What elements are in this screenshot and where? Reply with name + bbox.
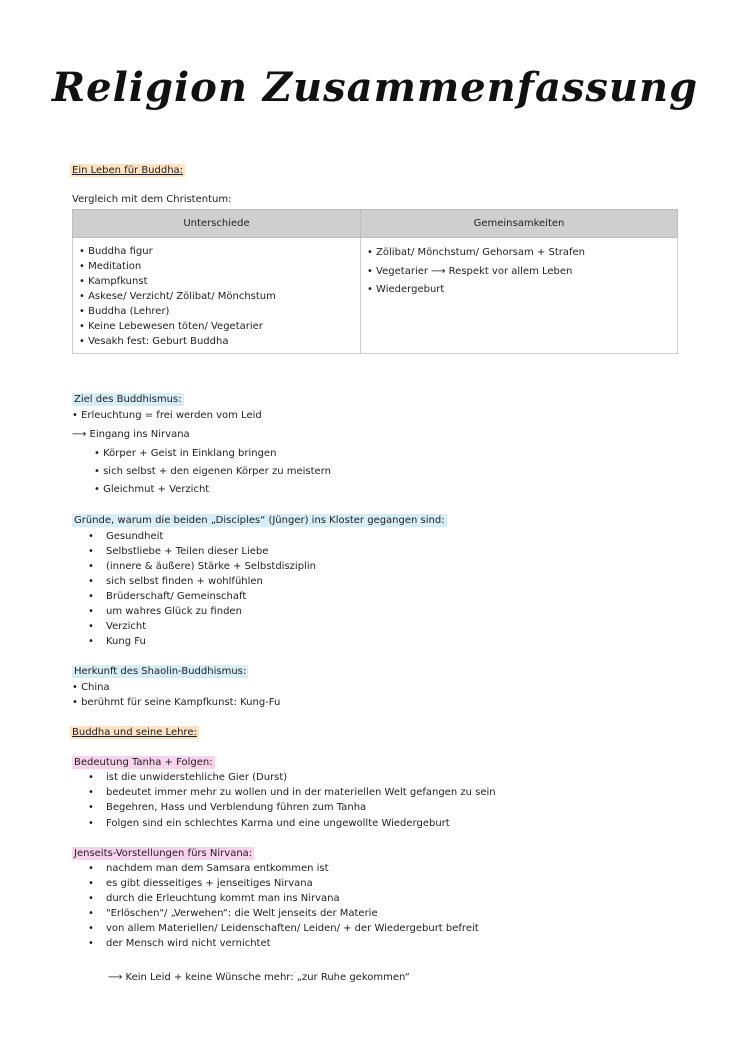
jenseits-item: nachdem man dem Samsara entkommen ist (106, 863, 329, 874)
section-heading-leben (70, 164, 185, 177)
tanha-item: ist die unwiderstehliche Gier (Durst) (106, 772, 288, 783)
tanha-heading (72, 756, 215, 769)
jenseits-conclusion: ⟶ Kein Leid + keine Wünsche mehr: „zur Ruhe gekommen“ (108, 972, 410, 983)
comparison-table (72, 209, 678, 354)
herkunft-item: • China (72, 682, 110, 693)
comparison-col2-cell (360, 238, 677, 354)
difference-item: • Keine Lebewesen töten/ Vegetarier (79, 321, 263, 332)
gruende-item: Gesundheit (106, 531, 164, 542)
tanha-heading-text: Bedeutung Tanha + Folgen: (74, 757, 213, 768)
bullet-dot: • (88, 818, 94, 829)
bullet-dot: • (88, 561, 94, 572)
ziel-sub-item: • Gleichmut + Verzicht (94, 484, 210, 495)
page-title: Religion Zusammenfassung (51, 64, 699, 111)
bullet-dot: • (88, 606, 94, 617)
ziel-sub-item: • sich selbst + den eigenen Körper zu meistern (94, 466, 331, 477)
gruende-item: sich selbst finden + wohlfühlen (106, 576, 263, 587)
ziel-sub-item: • Körper + Geist in Einklang bringen (94, 448, 277, 459)
bullet-dot: • (88, 621, 94, 632)
difference-item: • Meditation (79, 261, 142, 272)
gruende-item: (innere & äußere) Stärke + Selbstdisziplin (106, 561, 316, 572)
jenseits-heading-text: Jenseits-Vorstellungen fürs Nirvana: (74, 848, 253, 859)
tanha-item: Folgen sind ein schlechtes Karma und eine ungewollte Wiedergeburt (106, 818, 450, 829)
ziel-heading (72, 393, 184, 406)
comparison-heading: Vergleich mit dem Christentum: (72, 194, 232, 205)
comparison-col1-cell (73, 238, 361, 354)
gruende-item: um wahres Glück zu finden (106, 606, 242, 617)
difference-item: • Kampfkunst (79, 276, 148, 287)
difference-item: • Buddha (Lehrer) (79, 306, 170, 317)
bullet-dot: • (88, 923, 94, 934)
bullet-dot: • (88, 802, 94, 813)
gruende-heading (72, 514, 447, 527)
difference-item: • Vesakh fest: Geburt Buddha (79, 336, 229, 347)
bullet-dot: • (88, 787, 94, 798)
similarity-item: • Vegetarier ⟶ Respekt vor allem Leben (366, 265, 573, 277)
bullet-dot: • (88, 863, 94, 874)
herkunft-item: • berühmt für seine Kampfkunst: Kung-Fu (72, 697, 281, 708)
bullet-dot: • (88, 908, 94, 919)
difference-item: • Askese/ Verzicht/ Zölibat/ Mönchstum (79, 291, 276, 302)
jenseits-item: durch die Erleuchtung kommt man ins Nirvana (106, 893, 340, 904)
bullet-dot: • (88, 576, 94, 587)
herkunft-heading-text: Herkunft des Shaolin-Buddhismus: (74, 666, 247, 677)
bullet-dot: • (88, 546, 94, 557)
ziel-line: ⟶ Eingang ins Nirvana (72, 429, 190, 440)
difference-item: • Buddha figur (79, 246, 153, 257)
bullet-dot: • (88, 531, 94, 542)
bullet-dot: • (88, 591, 94, 602)
tanha-item: Begehren, Hass und Verblendung führen zum Tanha (106, 802, 367, 813)
jenseits-item: es gibt diesseitiges + jenseitiges Nirvana (106, 878, 313, 889)
comparison-col1-header: Unterschiede (73, 210, 361, 238)
section-heading-lehre (70, 726, 199, 739)
bullet-dot: • (88, 878, 94, 889)
gruende-item: Selbstliebe + Teilen dieser Liebe (106, 546, 269, 557)
bullet-dot: • (88, 893, 94, 904)
similarity-item: • Wiedergeburt (366, 284, 445, 295)
ziel-line: • Erleuchtung = frei werden vom Leid (72, 410, 262, 421)
gruende-heading-text: Gründe, warum die beiden „Disciples“ (Jünger) ins Kloster gegangen sind: (74, 515, 445, 526)
bullet-dot: • (88, 636, 94, 647)
gruende-item: Verzicht (106, 621, 147, 632)
bullet-dot: • (88, 938, 94, 949)
jenseits-item: "Erlöschen"/ „Verwehen“: die Welt jenseits der Materie (106, 908, 378, 919)
section-heading-lehre-text: Buddha und seine Lehre: (72, 727, 197, 738)
herkunft-heading (72, 665, 248, 678)
ziel-heading-text: Ziel des Buddhismus: (74, 394, 182, 405)
jenseits-heading (72, 847, 254, 860)
gruende-item: Brüderschaft/ Gemeinschaft (106, 591, 247, 602)
jenseits-item: der Mensch wird nicht vernichtet (106, 938, 271, 949)
similarity-item: • Zölibat/ Mönchstum/ Gehorsam + Strafen (366, 247, 586, 258)
bullet-dot: • (88, 772, 94, 783)
jenseits-item: von allem Materiellen/ Leidenschaften/ Leiden/ + der Wiedergeburt befreit (106, 923, 479, 934)
gruende-item: Kung Fu (106, 636, 146, 647)
tanha-item: bedeutet immer mehr zu wollen und in der materiellen Welt gefangen zu sein (106, 787, 496, 798)
section-heading-leben-text: Ein Leben für Buddha: (72, 165, 184, 176)
comparison-col2-header: Gemeinsamkeiten (360, 210, 677, 238)
